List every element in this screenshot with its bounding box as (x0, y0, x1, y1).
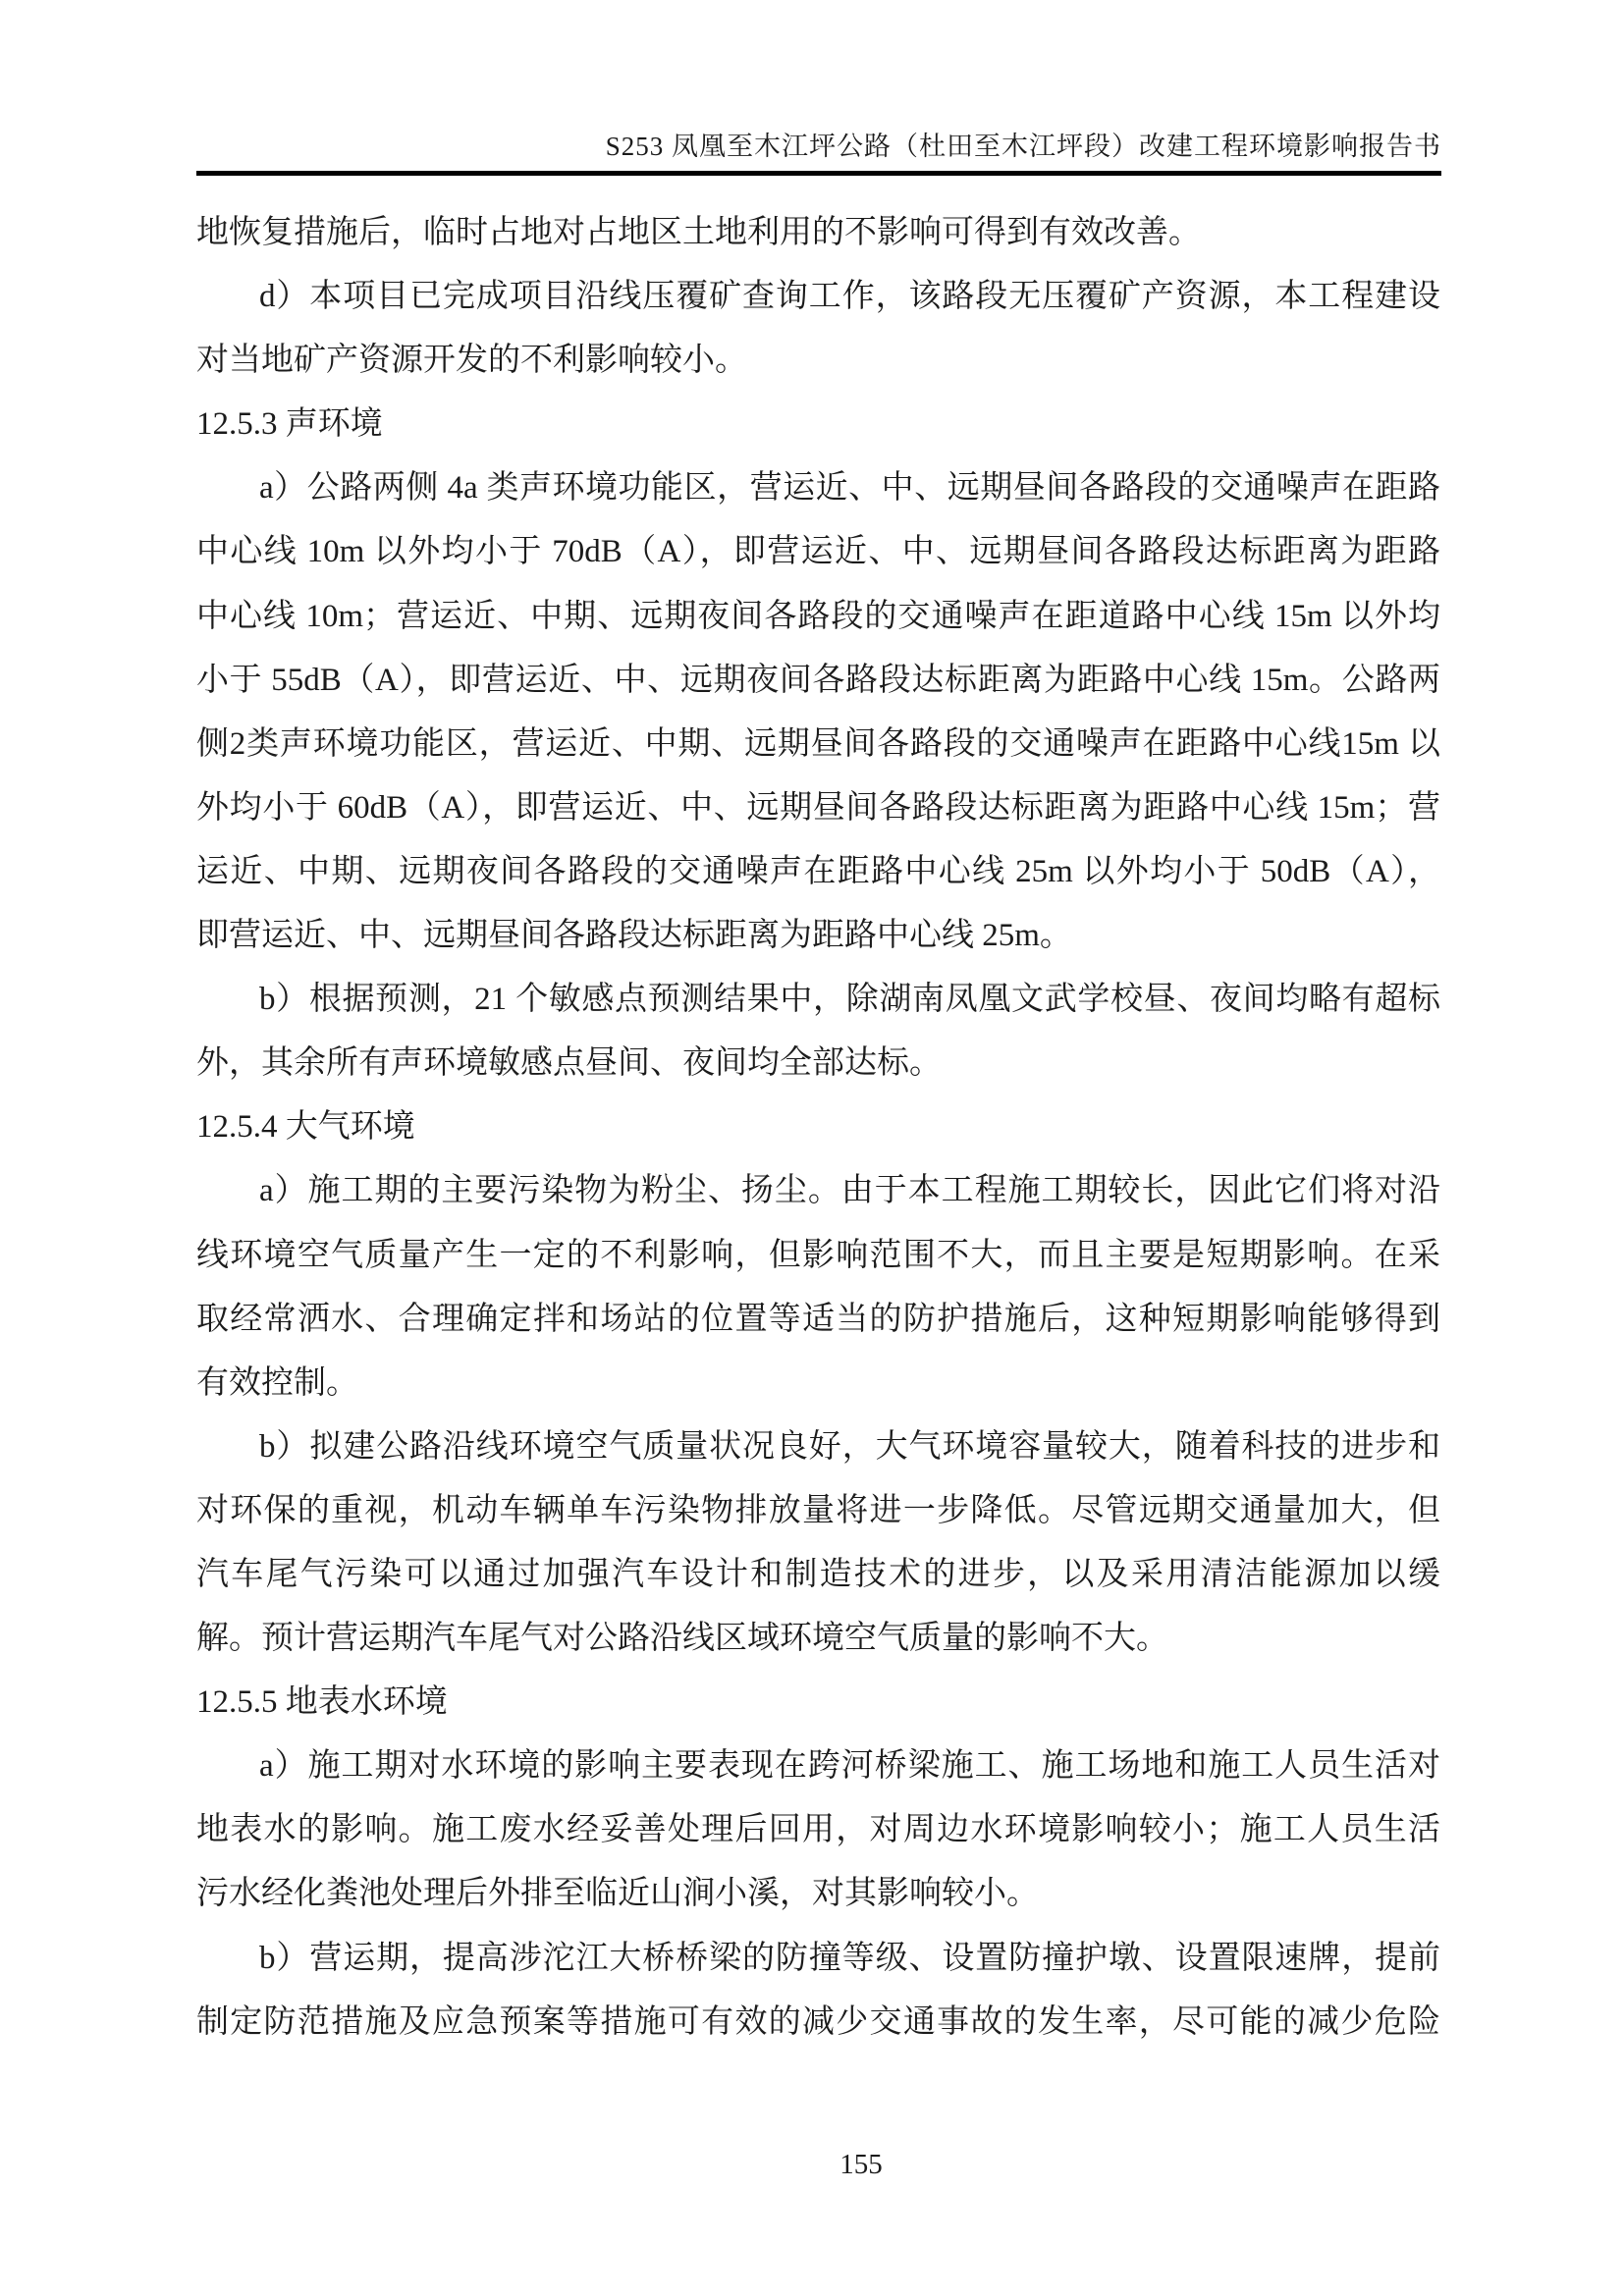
paragraph-line: 对环保的重视，机动车辆单车污染物排放量将进一步降低。尽管远期交通量加大，但 (196, 1492, 1440, 1528)
paragraph-line: 小于 55dB（A），即营运近、中、远期夜间各路段达标距离为距路中心线 15m。公路两 (196, 662, 1440, 698)
section-heading-12-5-4: 12.5.4 大气环境 (196, 1109, 415, 1146)
document-body (196, 201, 1440, 2055)
paragraph-line: 地恢复措施后，临时占地对占地区土地利用的不影响可得到有效改善。 (196, 215, 1201, 250)
paragraph-line: 中心线 10m 以外均小于 70dB（A），即营运近、中、远期昼间各路段达标距离为距路 (196, 534, 1440, 570)
paragraph-line: a）公路两侧 4a 类声环境功能区，营运近、中、远期昼间各路段的交通噪声在距路 (259, 470, 1440, 507)
paragraph-line: 侧2类声环境功能区，营运近、中期、远期昼间各路段的交通噪声在距路中心线15m 以 (196, 725, 1440, 762)
paragraph-line: 即营运近、中、远期昼间各路段达标距离为距路中心线 25m。 (196, 918, 1072, 954)
paragraph-line: 外均小于 60dB（A），即营运近、中、远期昼间各路段达标距离为距路中心线 15m；营 (196, 789, 1440, 826)
paragraph-line: 解。预计营运期汽车尾气对公路沿线区域环境空气质量的影响不大。 (196, 1621, 1168, 1657)
paragraph-line: 地表水的影响。施工废水经妥善处理后回用，对周边水环境影响较小；施工人员生活 (196, 1812, 1440, 1848)
paragraph-line: 制定防范措施及应急预案等措施可有效的减少交通事故的发生率，尽可能的减少危险 (196, 2003, 1440, 2040)
paragraph-line: b）根据预测，21 个敏感点预测结果中，除湖南凤凰文武学校昼、夜间均略有超标 (259, 982, 1440, 1018)
paragraph-line: 有效控制。 (196, 1364, 358, 1401)
paragraph-line: 污水经化粪池处理后外排至临近山涧小溪，对其影响较小。 (196, 1876, 1039, 1912)
paragraph-line: 中心线 10m；营运近、中期、远期夜间各路段的交通噪声在距道路中心线 15m 以外均 (196, 598, 1440, 634)
paragraph-line: b）拟建公路沿线环境空气质量状况良好，大气环境容量较大，随着科技的进步和 (259, 1428, 1440, 1465)
paragraph-line: 取经常洒水、合理确定拌和场站的位置等适当的防护措施后，这种短期影响能够得到 (196, 1301, 1440, 1337)
paragraph-line: b）营运期，提高涉沱江大桥桥梁的防撞等级、设置防撞护墩、设置限速牌，提前 (259, 1940, 1440, 1976)
section-heading-12-5-5: 12.5.5 地表水环境 (196, 1684, 448, 1721)
page-header-title: S253 凤凰至木江坪公路（杜田至木江坪段）改建工程环境影响报告书 (605, 132, 1441, 161)
paragraph-line: a）施工期的主要污染物为粉尘、扬尘。由于本工程施工期较长，因此它们将对沿 (259, 1173, 1440, 1209)
page-number: 155 (839, 2149, 883, 2180)
paragraph-line: 对当地矿产资源开发的不利影响较小。 (196, 343, 747, 379)
paragraph-line: 运近、中期、远期夜间各路段的交通噪声在距路中心线 25m 以外均小于 50dB（A）， (196, 853, 1440, 889)
paragraph-line: 线环境空气质量产生一定的不利影响，但影响范围不大，而且主要是短期影响。在采 (196, 1237, 1440, 1273)
paragraph-line: 汽车尾气污染可以通过加强汽车设计和制造技术的进步，以及采用清洁能源加以缓 (196, 1556, 1440, 1592)
paragraph-line: d）本项目已完成项目沿线压覆矿查询工作，该路段无压覆矿产资源，本工程建设 (259, 279, 1440, 315)
paragraph-line: a）施工期对水环境的影响主要表现在跨河桥梁施工、施工场地和施工人员生活对 (259, 1748, 1440, 1785)
paragraph-line: 外，其余所有声环境敏感点昼间、夜间均全部达标。 (196, 1045, 942, 1082)
header-rule (196, 171, 1441, 176)
section-heading-12-5-3: 12.5.3 声环境 (196, 406, 383, 443)
